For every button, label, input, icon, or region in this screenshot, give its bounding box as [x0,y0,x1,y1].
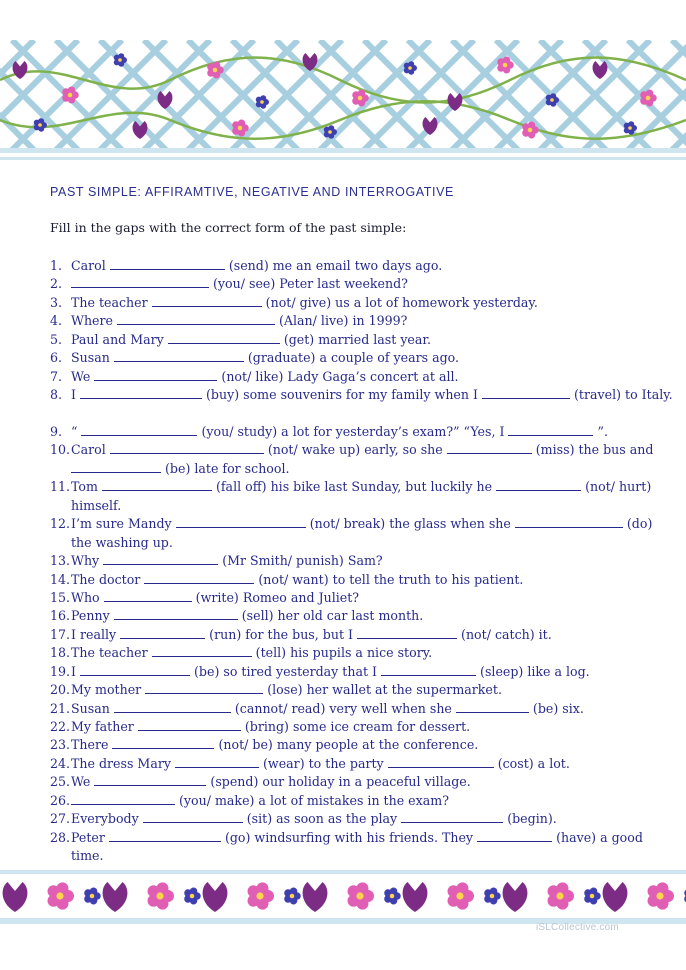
item-number: 19. [50,663,71,679]
floral-lattice-border-top [0,40,686,162]
exercise-item [50,607,674,625]
exercise-item [50,810,674,828]
item-text: (not/ break) the glass when she [309,516,511,532]
item-text: (sell) her old car last month. [241,608,424,624]
item-number: 16. [50,608,71,624]
answer-blank[interactable] [94,774,206,786]
item-text: (cost) a lot. [497,755,570,771]
exercise-item [50,423,674,441]
answer-blank[interactable] [388,756,494,768]
item-text: (send) me an email two days ago. [228,258,443,273]
item-number: 26. [50,792,71,808]
item-text: (you/ study) a lot for yesterday’s exam?” “Yes, I [201,423,505,439]
answer-blank[interactable] [71,461,161,473]
pink-flower [448,882,474,909]
item-text: ”. [597,423,608,439]
item-number: 13. [50,553,71,569]
answer-blank[interactable] [71,793,175,805]
exercise-item [50,552,674,570]
blue-flower [384,887,401,904]
item-text: Who [71,589,100,605]
answer-blank[interactable] [515,516,623,528]
answer-blank[interactable] [110,442,264,454]
item-text: (be) late for school. [165,460,290,476]
item-text: (travel) to Italy. [574,387,673,403]
item-text: (be) so tired yesterday that I [194,663,378,679]
item-text: (get) married last year. [283,331,432,347]
exercise-item [50,589,674,607]
blue-flower [484,887,501,904]
answer-blank[interactable] [456,701,529,713]
exercise-item [50,718,674,736]
item-text: Tom [71,479,98,495]
item-text: Paul and Mary [71,331,164,347]
tulip-flower [103,882,128,912]
pink-flower [648,882,674,909]
item-text: I’m sure Mandy [71,516,172,532]
item-number: 22. [50,719,71,734]
item-text: (wear) to the party [263,755,384,771]
exercise-item [50,792,674,810]
answer-blank[interactable] [496,479,581,491]
item-text: (sit) as soon as the play [246,811,398,827]
answer-blank[interactable] [482,387,570,399]
item-number: 5. [50,331,63,347]
tulip-flower [203,882,228,912]
item-text: (graduate) a couple of years ago. [247,350,460,366]
item-text: (not/ be) many people at the conference. [218,737,479,753]
item-text: I really [71,626,117,642]
pink-flower [48,882,74,909]
item-number: 24. [50,755,71,771]
item-number: 23. [50,737,71,753]
item-text: (fall off) his bike last Sunday, but luckily he [215,479,493,495]
item-text: Carol [71,442,106,458]
item-number: 7. [50,368,63,384]
exercise-item [50,331,674,349]
answer-blank[interactable] [104,590,192,602]
blue-flower [256,95,269,109]
tulip-flower [403,882,428,912]
item-text: (have) a good time. [71,829,643,864]
answer-blank[interactable] [447,442,532,454]
exercise-item [50,294,674,312]
item-text: (tell) his pupils a nice story. [255,645,433,661]
exercise-item [50,257,674,275]
item-number: 8. [50,387,63,403]
item-text: My father [71,719,134,734]
exercise-item [50,441,674,478]
exercise-item [50,515,674,552]
item-text: (not/ want) to tell the truth to his patient. [258,571,524,587]
item-number: 11. [50,479,71,495]
answer-blank[interactable] [357,627,457,639]
answer-blank[interactable] [94,369,217,381]
blue-flower [84,887,101,904]
item-text: Carol [71,258,106,273]
item-text: (write) Romeo and Juliet? [195,589,360,605]
exercise-item [50,478,674,515]
item-text: (be) six. [532,700,584,716]
exercise-item [50,773,674,791]
answer-blank[interactable] [145,682,263,694]
item-number: 10. [50,442,71,458]
item-text: I [71,663,76,679]
pink-flower [148,882,174,909]
worksheet-title: PAST SIMPLE: AFFIRAMTIVE, NEGATIVE AND INTERROGATIVE [50,185,454,199]
exercise-item [50,275,674,293]
worksheet-instruction: Fill in the gaps with the correct form of the past simple: [50,220,407,235]
pink-flower [248,882,274,909]
item-text: (spend) our holiday in a peaceful village. [210,774,471,790]
exercise-item [50,644,674,662]
item-number: 3. [50,294,63,310]
item-text: My mother [71,682,142,698]
item-number: 25. [50,774,71,790]
answer-blank[interactable] [381,664,476,676]
item-number: 27. [50,811,71,827]
exercise-item [50,571,674,589]
item-text: (begin). [507,811,557,827]
item-number: 1. [50,258,63,273]
answer-blank[interactable] [152,295,262,307]
answer-blank[interactable] [144,572,254,584]
item-number: 20. [50,682,71,698]
item-text: The teacher [71,294,148,310]
item-text: Why [71,553,100,569]
item-text: (not/ catch) it. [461,626,552,642]
item-text: Penny [71,608,110,624]
item-text: (sleep) like a log. [480,663,590,679]
answer-blank[interactable] [81,424,197,436]
answer-blank[interactable] [80,387,202,399]
item-number: 2. [50,276,63,292]
tulip-flower [603,882,628,912]
item-text: (not/ hurt) himself. [71,479,652,513]
exercise-item [50,368,674,386]
pink-flower [640,89,657,106]
item-text: Where [71,313,113,329]
pink-flower [348,882,374,909]
item-text: (you/ see) Peter last weekend? [213,276,408,292]
answer-blank[interactable] [508,424,593,436]
answer-blank[interactable] [401,811,503,823]
item-text: (not/ wake up) early, so she [267,442,443,458]
item-text: Susan [71,700,110,716]
item-text: Everybody [71,811,139,827]
item-number: 6. [50,350,63,366]
exercise-item [50,755,674,773]
answer-blank[interactable] [102,479,212,491]
answer-blank[interactable] [176,516,306,528]
answer-blank[interactable] [168,332,280,344]
item-text: (bring) some ice cream for dessert. [244,719,471,734]
tulip-flower [303,882,328,912]
item-number: 12. [50,516,71,532]
item-number: 15. [50,589,71,605]
answer-blank[interactable] [103,553,218,565]
item-text: (cannot/ read) very well when she [234,700,452,716]
item-number: 4. [50,313,63,329]
exercise-list [50,257,674,866]
item-text: (run) for the bus, but I [209,626,353,642]
answer-blank[interactable] [71,276,209,288]
item-text: (buy) some souvenirs for my family when I [206,387,478,403]
item-text: The dress Mary [71,755,171,771]
pink-flower [548,882,574,909]
item-number: 18. [50,645,71,661]
exercise-item [50,829,674,866]
answer-blank[interactable] [120,627,205,639]
item-text: There [71,737,109,753]
answer-blank[interactable] [152,645,252,657]
exercise-item [50,736,674,754]
item-number: 17. [50,626,71,642]
item-text: The teacher [71,645,148,661]
floral-border-bottom [0,870,686,928]
exercise-item [50,663,674,681]
exercise-item [50,626,674,644]
item-text: (not/ give) us a lot of homework yesterday. [265,294,538,310]
answer-blank[interactable] [109,830,221,842]
tulip-flower [593,61,608,79]
exercise-item [50,386,674,423]
blue-flower [284,887,301,904]
item-text: We [71,774,91,790]
item-text: The doctor [71,571,141,587]
item-number: 21. [50,700,71,716]
item-text: Susan [71,350,110,366]
exercise-item [50,700,674,718]
site-watermark: iSLCollective.com [536,922,619,933]
item-text: (Mr Smith/ punish) Sam? [222,553,383,569]
item-text: I [71,387,76,403]
exercise-item [50,681,674,699]
item-number: 9. [50,423,63,439]
tulip-flower [3,882,28,912]
blue-flower [184,887,201,904]
item-text: (not/ like) Lady Gaga’s concert at all. [221,368,459,384]
answer-blank[interactable] [138,719,241,731]
tulip-flower [13,61,28,79]
item-text: “ [71,423,78,439]
answer-blank[interactable] [112,737,214,749]
item-text: Peter [71,829,105,845]
answer-blank[interactable] [110,258,225,270]
item-text: (lose) her wallet at the supermarket. [267,682,502,698]
item-number: 14. [50,571,71,587]
answer-blank[interactable] [114,608,238,620]
blue-flower [404,61,417,75]
item-text: (do) the washing up. [71,516,653,550]
item-text: (go) windsurfing with his friends. They [224,829,474,845]
answer-blank[interactable] [143,811,243,823]
item-text: (Alan/ live) in 1999? [279,313,408,329]
item-text: (you/ make) a lot of mistakes in the exam? [179,792,449,808]
item-text: (miss) the bus and [535,442,654,458]
exercise-item [50,349,674,367]
answer-blank[interactable] [117,313,275,325]
exercise-item [50,312,674,330]
tulip-flower [503,882,528,912]
answer-blank[interactable] [114,701,231,713]
blue-flower [584,887,601,904]
answer-blank[interactable] [80,664,190,676]
item-text: We [71,368,91,384]
answer-blank[interactable] [477,830,552,842]
answer-blank[interactable] [175,756,259,768]
item-number: 28. [50,829,71,845]
answer-blank[interactable] [114,350,244,362]
